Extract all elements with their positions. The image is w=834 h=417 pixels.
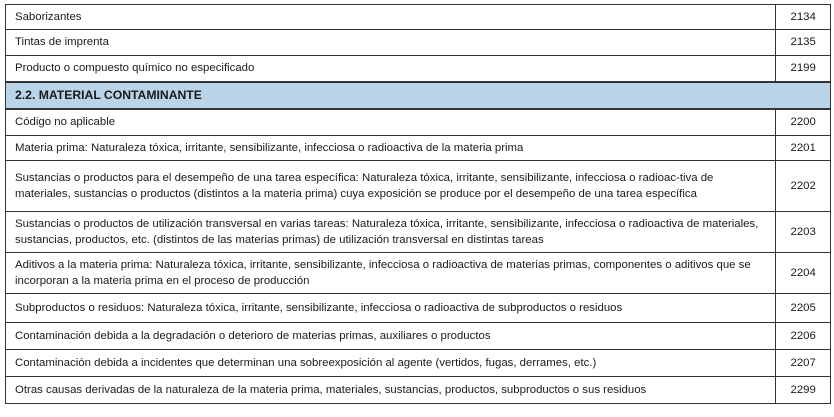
row-code: 2206 [776, 323, 831, 350]
table-row [6, 377, 831, 404]
table-row [6, 30, 831, 56]
row-code: 2202 [776, 161, 831, 212]
section-header-row [6, 82, 831, 109]
row-description: Saborizantes [6, 5, 776, 30]
row-code: 2200 [776, 109, 831, 136]
table-row [6, 212, 831, 253]
section-title: 2.2. MATERIAL CONTAMINANTE [6, 82, 831, 109]
table-row [6, 350, 831, 377]
row-code: 2134 [776, 5, 831, 30]
row-description: Sustancias o productos para el desempeño de una tarea específica: Naturaleza tóxica, irritante, sensibilizante, infecciosa o radioac-tiva de materiales, sustancias o productos (distintos a la materia prima) cuya exposición se produce por el desempeño de una tarea específica [6, 161, 776, 212]
table-row [6, 109, 831, 136]
table-row [6, 56, 831, 83]
table-row [6, 323, 831, 350]
row-description: Aditivos a la materia prima: Naturaleza tóxica, irritante, sensibilizante, infecciosa o radioactiva de materias primas, componentes o aditivos que se incorporan a la materia prima en el proceso de producción [6, 253, 776, 294]
row-code: 2204 [776, 253, 831, 294]
table-row [6, 5, 831, 30]
row-description: Producto o compuesto químico no especificado [6, 56, 776, 83]
row-code: 2201 [776, 136, 831, 161]
row-code: 2207 [776, 350, 831, 377]
code-table [5, 4, 831, 404]
row-code: 2203 [776, 212, 831, 253]
code-table-container [5, 4, 831, 404]
row-description: Tintas de imprenta [6, 30, 776, 56]
table-row [6, 294, 831, 323]
row-code: 2205 [776, 294, 831, 323]
row-code: 2299 [776, 377, 831, 404]
row-description: Contaminación debida a incidentes que determinan una sobreexposición al agente (vertidos, fugas, derrames, etc.) [6, 350, 776, 377]
row-description: Sustancias o productos de utilización transversal en varias tareas: Naturaleza tóxica, irritante, sensibilizante, infecciosa o radioactiva de materiales, sustancias, productos, etc. (distintos de las materias primas) de utilización transversal en distintas tareas [6, 212, 776, 253]
table-row [6, 161, 831, 212]
row-description: Contaminación debida a la degradación o deterioro de materias primas, auxiliares o productos [6, 323, 776, 350]
row-description: Materia prima: Naturaleza tóxica, irritante, sensibilizante, infecciosa o radioactiva de la materia prima [6, 136, 776, 161]
table-row [6, 253, 831, 294]
table-row [6, 136, 831, 161]
row-description: Código no aplicable [6, 109, 776, 136]
row-code: 2199 [776, 56, 831, 83]
row-description: Subproductos o residuos: Naturaleza tóxica, irritante, sensibilizante, infecciosa o radioactiva de subproductos o residuos [6, 294, 776, 323]
row-description: Otras causas derivadas de la naturaleza de la materia prima, materiales, sustancias, productos, subproductos o sus residuos [6, 377, 776, 404]
row-code: 2135 [776, 30, 831, 56]
